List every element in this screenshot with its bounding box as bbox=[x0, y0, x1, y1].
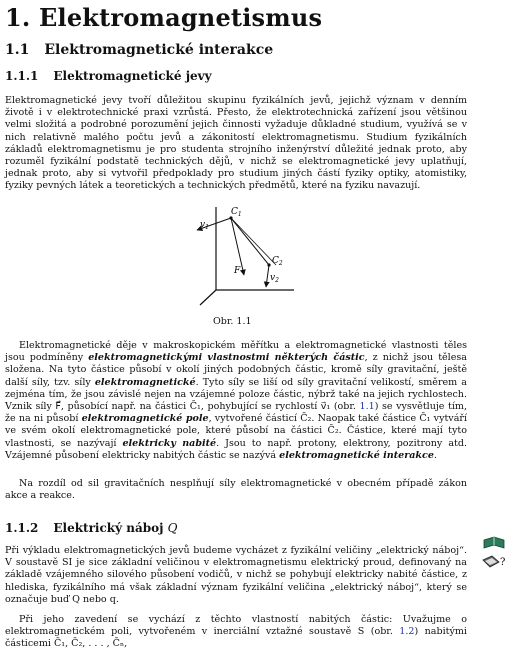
svg-text:F: F bbox=[234, 266, 241, 276]
svg-text:v2: $v_2$ bbox=[270, 273, 279, 284]
vector-v2 bbox=[266, 265, 269, 287]
svg-text:v1: $v_1$ bbox=[200, 220, 209, 231]
figure-ref-1-1[interactable]: 1.1 bbox=[359, 401, 375, 413]
figure-caption: Obr. 1.1 bbox=[213, 316, 252, 327]
paragraph-intro: Elektromagnetické jevy tvoří důležitou skupinu fyzikálních jevů, jejichž význam v denním životě i v elektrotechnické praxi vzrůstá. Přesto, že elektrotechnická zařízení jsou většinou velmi složitá a podrobné porozumění jejich činnosti vyžaduje důkladné studium, využívá se v nich relativně malého počtu jevů a zákonitostí elektromagnetismu. Studium fyzikálních základů elektromagnetismu je pro studenta strojního inženýrství důležité jednak proto, aby rozuměl fyzikální podstatě technických dějů, v nichž se elektromagnetické jevy uplatňují, jednak proto, aby si vytvořil předpoklady pro studium jiných částí fyziky optiky, atomistiky, fyziky pevných látek a teoretických a technických předmětů, které na fyziku navazují. bbox=[5, 95, 467, 192]
svg-text:C1: $C_1$ bbox=[231, 207, 242, 218]
svg-text:C2: $C_2$ bbox=[272, 256, 283, 267]
paragraph-action-reaction: Na rozdíl od sil gravitačních nesplňují síly elektromagnetické v obecném případě zákon akce a reakce. bbox=[5, 478, 467, 502]
subsection-heading-2: 1.1.2 Elektrický náboj Q bbox=[5, 521, 178, 535]
paragraph-electromagnetic-forces: Elektromagnetické děje v makroskopickém měřítku a elektromagnetické vlastnosti těles jsou podmíněny elektromagnetickými vlastnostmi některých částic, z nichž jsou tělesa složena. Na tyto částice působí v okolí jiných podobných částic, kromě síly gravitační, ještě další síly, tzv. síly elektromagnetické. Tyto síly se liší od síly gravitační velikostí, směrem a zejména tím, že jsou závislé nejen na vzájemné poloze částic, nýbrž také na jejich rychlostech. Vznik síly F⃗, působící např. na částici C̄₁, pohybující se rychlostí v⃗₁ (obr. 1.1) se vysvětluje tím, že na ni působí elektromagnetické pole, vytvořené částicí C̄₂. Naopak také částice C̄₁ vytváří ve svém okolí elektromagnetické pole, které působí na částici C̄₂. Částice, které mají tyto vlastnosti, se nazývají elektricky nabité. Jsou to např. protony, elektrony, pozitrony atd. Vzájemné působení elektricky nabitých částic se nazývá elektromagnetické interakce. bbox=[5, 340, 468, 461]
paragraph-charge-intro: Při výkladu elektromagnetických jevů budeme vycházet z fyzikální veličiny „elektrický náboj“. V soustavě SI je sice základní veličinou v elektromagnetismu elektrický proud, definovaný na základě vzájemného silového působení vodičů, v nichž se pohybují elektricky nabité částice, z hlediska, fyzikálního má však základní význam fyzikální veličina „elektrický náboj“, který se označuje buď Q nebo q. bbox=[5, 545, 467, 605]
section-heading: 1.1 Elektromagnetické interakce bbox=[5, 42, 274, 58]
help-icon[interactable] bbox=[483, 556, 505, 568]
margin-icons bbox=[480, 534, 508, 574]
chapter-title: 1. Elektromagnetismus bbox=[5, 3, 323, 32]
axis-depth bbox=[200, 290, 216, 305]
svg-text:?: ? bbox=[500, 557, 506, 568]
subsection-heading-1: 1.1.1 Elektromagnetické jevy bbox=[5, 69, 212, 83]
book-icon[interactable] bbox=[484, 537, 504, 548]
figure-1-1 bbox=[186, 205, 296, 308]
figure-ref-1-2[interactable]: 1.2 bbox=[399, 626, 415, 638]
paragraph-charge-definition: Při jeho zavedení se vychází z těchto vlastností nabitých částic: Uvažujme o elektromagnetickém poli, vytvořeném v inerciální vztažné soustavě S (obr. 1.2) nabitými částicemi C̄₁, C̄₂, . . . , C̄ₙ, bbox=[5, 614, 467, 650]
